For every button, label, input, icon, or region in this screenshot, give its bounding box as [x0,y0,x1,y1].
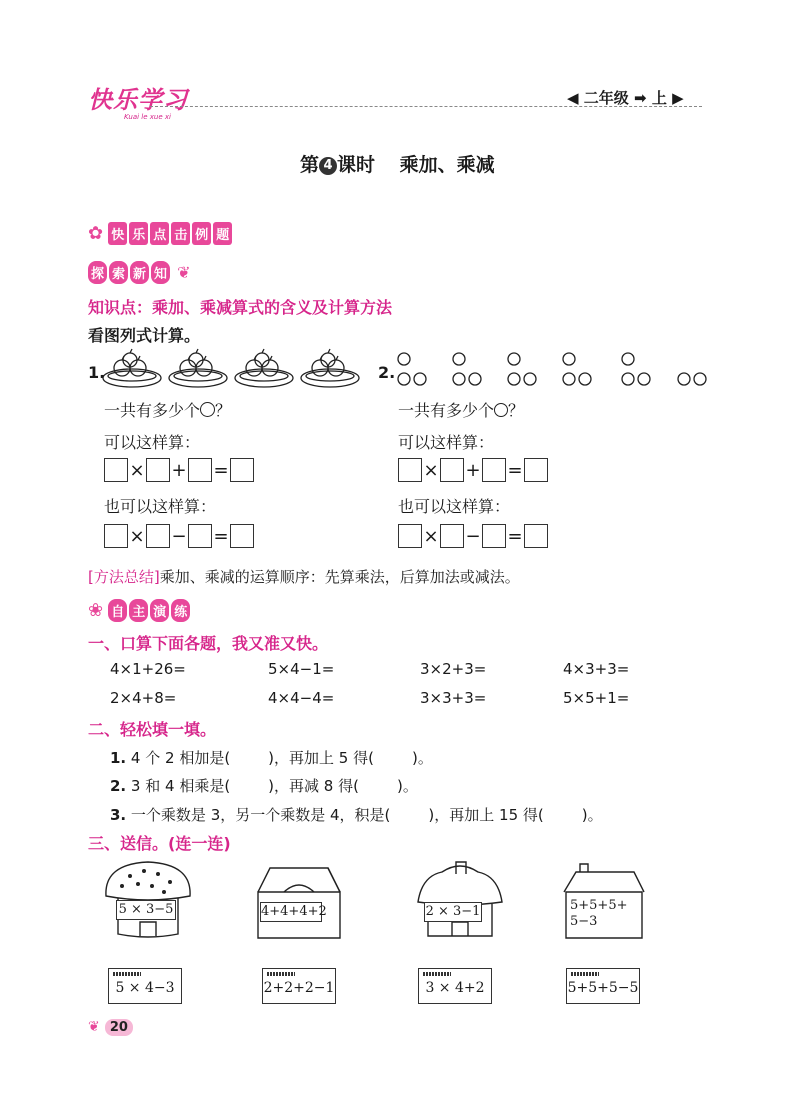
bird-icon: ✿ [88,223,104,244]
logo-text: 快乐学习 [88,86,188,114]
explore-chip-3: 新 [130,261,149,284]
answer-box[interactable] [104,524,128,548]
letter-card-3[interactable] [418,968,492,1004]
practice-chip-2: 主 [129,599,148,622]
examples-chip-2: 乐 [129,222,148,245]
problem-1-equation-2 [104,524,254,548]
times-sign: × [423,459,439,481]
question-text: 一共有多少个 [104,401,201,420]
problem-2-way1: 可以这样算： [398,433,495,452]
calc-item: 3×2+3= [420,660,487,678]
calc-item: 5×5+1= [563,689,630,707]
answer-box[interactable] [146,524,170,548]
grade-nav [567,87,684,108]
fill-number: 1. [110,749,127,767]
fill-text: 一个乘数是 3，另一个乘数是 4，积是( [130,806,391,824]
fill-text: )，再加上 5 得( [268,749,374,767]
page-number-badge [88,1016,133,1036]
explore-chip-1: 探 [88,261,107,284]
question-mark: ？ [215,401,232,420]
answer-box[interactable] [230,458,254,482]
explore-chip-2: 索 [109,261,128,284]
answer-box[interactable] [524,458,548,482]
stamp-strip [113,972,141,976]
method-label: [方法总结] [88,568,160,586]
answer-box[interactable] [482,458,506,482]
fill-text: 3 和 4 相乘是( [130,777,231,795]
examples-chip-6: 题 [213,222,232,245]
problem-2-equation-2 [398,524,548,548]
explore-banner [88,261,191,284]
cottage-house [412,858,508,940]
stamp-strip [267,972,295,976]
practice-banner [88,599,192,622]
examples-chip-1: 快 [108,222,127,245]
method-text: 乘加、乘减的运算顺序：先算乘法，后算加法或减法。 [159,568,520,586]
problem-1-way2: 也可以这样算： [104,497,217,516]
practice-chip-4: 练 [171,599,190,622]
barn-house [254,862,344,940]
answer-box[interactable] [440,524,464,548]
equals-sign: = [507,525,523,547]
times-sign: × [129,525,145,547]
instruction: 看图列式计算。 [88,326,201,345]
plus-sign: + [171,459,187,481]
calc-item: 4×1+26= [110,660,186,678]
lesson-name: 乘加、乘减 [399,154,495,176]
examples-chip-3: 点 [150,222,169,245]
fill-text: )。 [581,806,603,824]
right-arrow-icon: ➡ [634,89,647,107]
plus-sign: + [465,459,481,481]
apple-plates-illustration [102,348,364,390]
bird-icon: ❦ [88,1019,100,1035]
logo-subtext: Kuai le xue xi [124,113,171,121]
practice-chip-3: 演 [150,599,169,622]
problem-2-question [398,398,524,421]
letter-text: 5+5+5−5 [567,980,639,996]
section-1-title: 一、口算下面各题，我又准又快。 [88,634,329,653]
fill-number: 2. [110,777,127,795]
problem-2-number: 2. [378,363,396,382]
examples-chip-4: 击 [171,222,190,245]
minus-sign: − [171,525,187,547]
fill-item-2 [110,775,418,796]
explore-chip-4: 知 [151,261,170,284]
fill-text: )，再减 8 得( [268,777,359,795]
letter-text: 2+2+2−1 [263,980,335,996]
examples-chip-5: 例 [192,222,211,245]
question-mark: ？ [508,401,525,420]
answer-box[interactable] [482,524,506,548]
stamp-strip [423,972,451,976]
method-summary [88,566,520,587]
fill-item-1 [110,747,433,768]
answer-box[interactable] [440,458,464,482]
letter-text: 5 × 4−3 [115,980,175,996]
answer-box[interactable] [146,458,170,482]
bird-icon: ❦ [177,263,191,282]
fill-text: )。 [396,777,418,795]
fill-text: )，再加上 15 得( [428,806,544,824]
fill-number: 3. [110,806,127,824]
letter-card-4[interactable] [566,968,640,1004]
page-number: 20 [105,1019,133,1036]
term-label: 上 [651,89,667,107]
lesson-prefix: 第 [300,154,320,176]
practice-chip-1: 自 [108,599,127,622]
equals-sign: = [213,525,229,547]
lesson-title [300,150,495,177]
house-label-4[interactable]: 5+5+5+ 5−3 [570,898,626,932]
logo [88,80,188,121]
problem-1-way1: 可以这样算： [104,433,201,452]
answer-box[interactable] [524,524,548,548]
problem-2-way2: 也可以这样算： [398,497,511,516]
circle-icon [494,403,508,417]
letter-card-2[interactable] [262,968,336,1004]
answer-box[interactable] [104,458,128,482]
house-label-1[interactable]: 5 × 3−5 [116,900,176,920]
answer-box[interactable] [188,524,212,548]
problem-1-question [104,398,231,421]
letter-card-1[interactable] [108,968,182,1004]
calc-item: 3×3+3= [420,689,487,707]
examples-banner [88,222,234,245]
house-label-3[interactable]: 2 × 3−1 [424,902,482,922]
circles-illustration [396,352,716,388]
times-sign: × [129,459,145,481]
fill-item-3 [110,804,603,825]
apple-icon [200,402,215,417]
lesson-suffix: 课时 [337,154,376,176]
letter-text: 3 × 4+2 [425,980,485,996]
problem-2-equation-1 [398,458,548,482]
calc-item: 4×4−4= [268,689,335,707]
answer-box[interactable] [398,458,422,482]
section-2-title: 二、轻松填一填。 [88,720,217,739]
problem-1-equation-1 [104,458,254,482]
fill-text: 4 个 2 相加是( [130,749,231,767]
grade-label: 二年级 [583,89,629,107]
fill-text: )。 [411,749,433,767]
answer-box[interactable] [230,524,254,548]
answer-box[interactable] [398,524,422,548]
minus-sign: − [465,525,481,547]
problem-1-number: 1. [88,363,106,382]
lesson-number: 4 [319,157,337,175]
question-text: 一共有多少个 [398,401,495,420]
next-arrow-icon: ▶ [672,89,684,107]
house-label-2[interactable]: 4+4+4+2 [260,902,322,922]
equals-sign: = [507,459,523,481]
equals-sign: = [213,459,229,481]
section-3-title: 三、送信。(连一连) [88,834,231,853]
bird-icon: ❀ [88,600,104,621]
left-arrow-icon: ◀ [567,89,579,107]
calc-item: 2×4+8= [110,689,177,707]
answer-box[interactable] [188,458,212,482]
knowledge-point: 知识点：乘加、乘减算式的含义及计算方法 [88,298,393,317]
calc-item: 5×4−1= [268,660,335,678]
mushroom-house [100,858,196,940]
times-sign: × [423,525,439,547]
stamp-strip [571,972,599,976]
calc-item: 4×3+3= [563,660,630,678]
